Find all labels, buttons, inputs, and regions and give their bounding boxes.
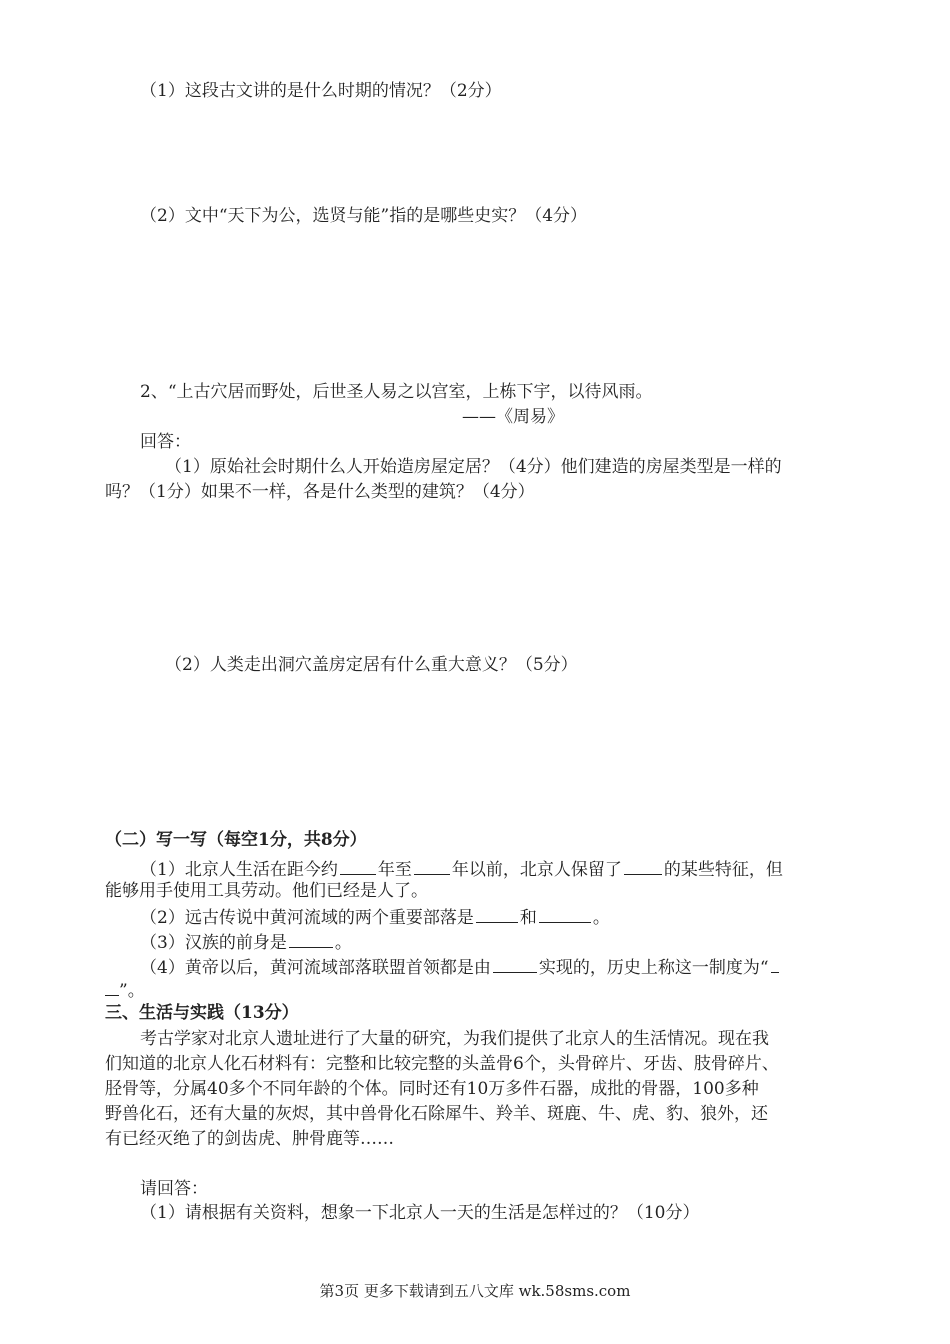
- fill-blank[interactable]: [414, 856, 450, 875]
- practice-sub-1: （1）请根据有关资料，想象一下北京人一天的生活是怎样过的？（10分）: [140, 1203, 700, 1223]
- write-item-1-text-d: 的某些特征，但: [663, 860, 783, 880]
- write-item-2-text-a: （2）远古传说中黄河流域的两个重要部落是: [140, 908, 474, 928]
- fill-blank[interactable]: [493, 954, 537, 973]
- question-2-quote: 2、“上古穴居而野处，后世圣人易之以宫室，上栋下宇，以待风雨。: [140, 382, 653, 402]
- question-2-answer-label: 回答：: [140, 432, 191, 452]
- write-item-4: [140, 954, 781, 979]
- write-item-2-text-b: 和: [519, 908, 537, 928]
- write-item-4-period: 。: [127, 981, 145, 1001]
- write-item-1-text-a: （1）北京人生活在距今约: [140, 860, 338, 880]
- write-item-4-line-2: [105, 977, 145, 1002]
- fill-blank[interactable]: [771, 954, 779, 973]
- write-item-1-line-2: 能够用手使用工具劳动。他们已经是人了。: [105, 881, 428, 901]
- practice-paragraph-line-4: 野兽化石，还有大量的灰烬，其中兽骨化石除犀牛、羚羊、斑鹿、牛、虎、豹、狼外，还: [105, 1104, 768, 1124]
- fill-blank[interactable]: [289, 929, 333, 948]
- fill-blank[interactable]: [476, 904, 518, 923]
- fill-blank[interactable]: [539, 904, 591, 923]
- question-2-sub-2: （2）人类走出洞穴盖房定居有什么重大意义？（5分）: [165, 655, 578, 675]
- fill-blank[interactable]: [340, 856, 376, 875]
- write-item-4-text-a: （4）黄帝以后，黄河流域部落联盟首领都是由: [140, 958, 491, 978]
- section-practice-heading: 三、生活与实践（13分）: [105, 1003, 299, 1023]
- fill-blank[interactable]: [624, 856, 662, 875]
- question-2-source: ——《周易》: [462, 407, 564, 427]
- section-write-heading: （二）写一写（每空1分，共8分）: [105, 830, 367, 850]
- write-item-3: [140, 929, 352, 954]
- question-2-sub-1-line-1: （1）原始社会时期什么人开始造房屋定居？（4分）他们建造的房屋类型是一样的: [165, 457, 782, 477]
- question-2-sub-1-line-2: 吗？（1分）如果不一样，各是什么类型的建筑？（4分）: [105, 482, 535, 502]
- practice-paragraph-line-1: 考古学家对北京人遗址进行了大量的研究，为我们提供了北京人的生活情况。现在我: [140, 1029, 769, 1049]
- question-1-sub-1: （1）这段古文讲的是什么时期的情况？（2分）: [140, 81, 502, 101]
- write-item-1: [140, 856, 783, 881]
- practice-paragraph-line-3: 胫骨等，分属40多个不同年龄的个体。同时还有10万多件石器，成批的骨器，100多种: [105, 1079, 759, 1099]
- write-item-4-close-quote: ”: [119, 981, 128, 1001]
- practice-answer-label: 请回答：: [140, 1179, 208, 1199]
- page-footer: 第3页 更多下载请到五八文库 wk.58sms.com: [319, 1282, 631, 1300]
- write-item-2-text-c: 。: [592, 908, 610, 928]
- write-item-3-text-a: （3）汉族的前身是: [140, 933, 287, 953]
- practice-paragraph-line-2: 们知道的北京人化石材料有：完整和比较完整的头盖骨6个，头骨碎片、牙齿、肢骨碎片、: [105, 1054, 779, 1074]
- write-item-1-text-b: 年至: [377, 860, 412, 880]
- write-item-3-text-b: 。: [334, 933, 352, 953]
- write-item-4-text-b: 实现的，历史上称这一制度为“: [538, 958, 769, 978]
- question-1-sub-2: （2）文中“天下为公，选贤与能”指的是哪些史实？（4分）: [140, 206, 588, 226]
- write-item-1-text-c: 年以前，北京人保留了: [451, 860, 622, 880]
- practice-paragraph-line-5: 有已经灭绝了的剑齿虎、肿骨鹿等……: [105, 1129, 394, 1149]
- fill-blank[interactable]: [105, 977, 119, 996]
- write-item-2: [140, 904, 610, 929]
